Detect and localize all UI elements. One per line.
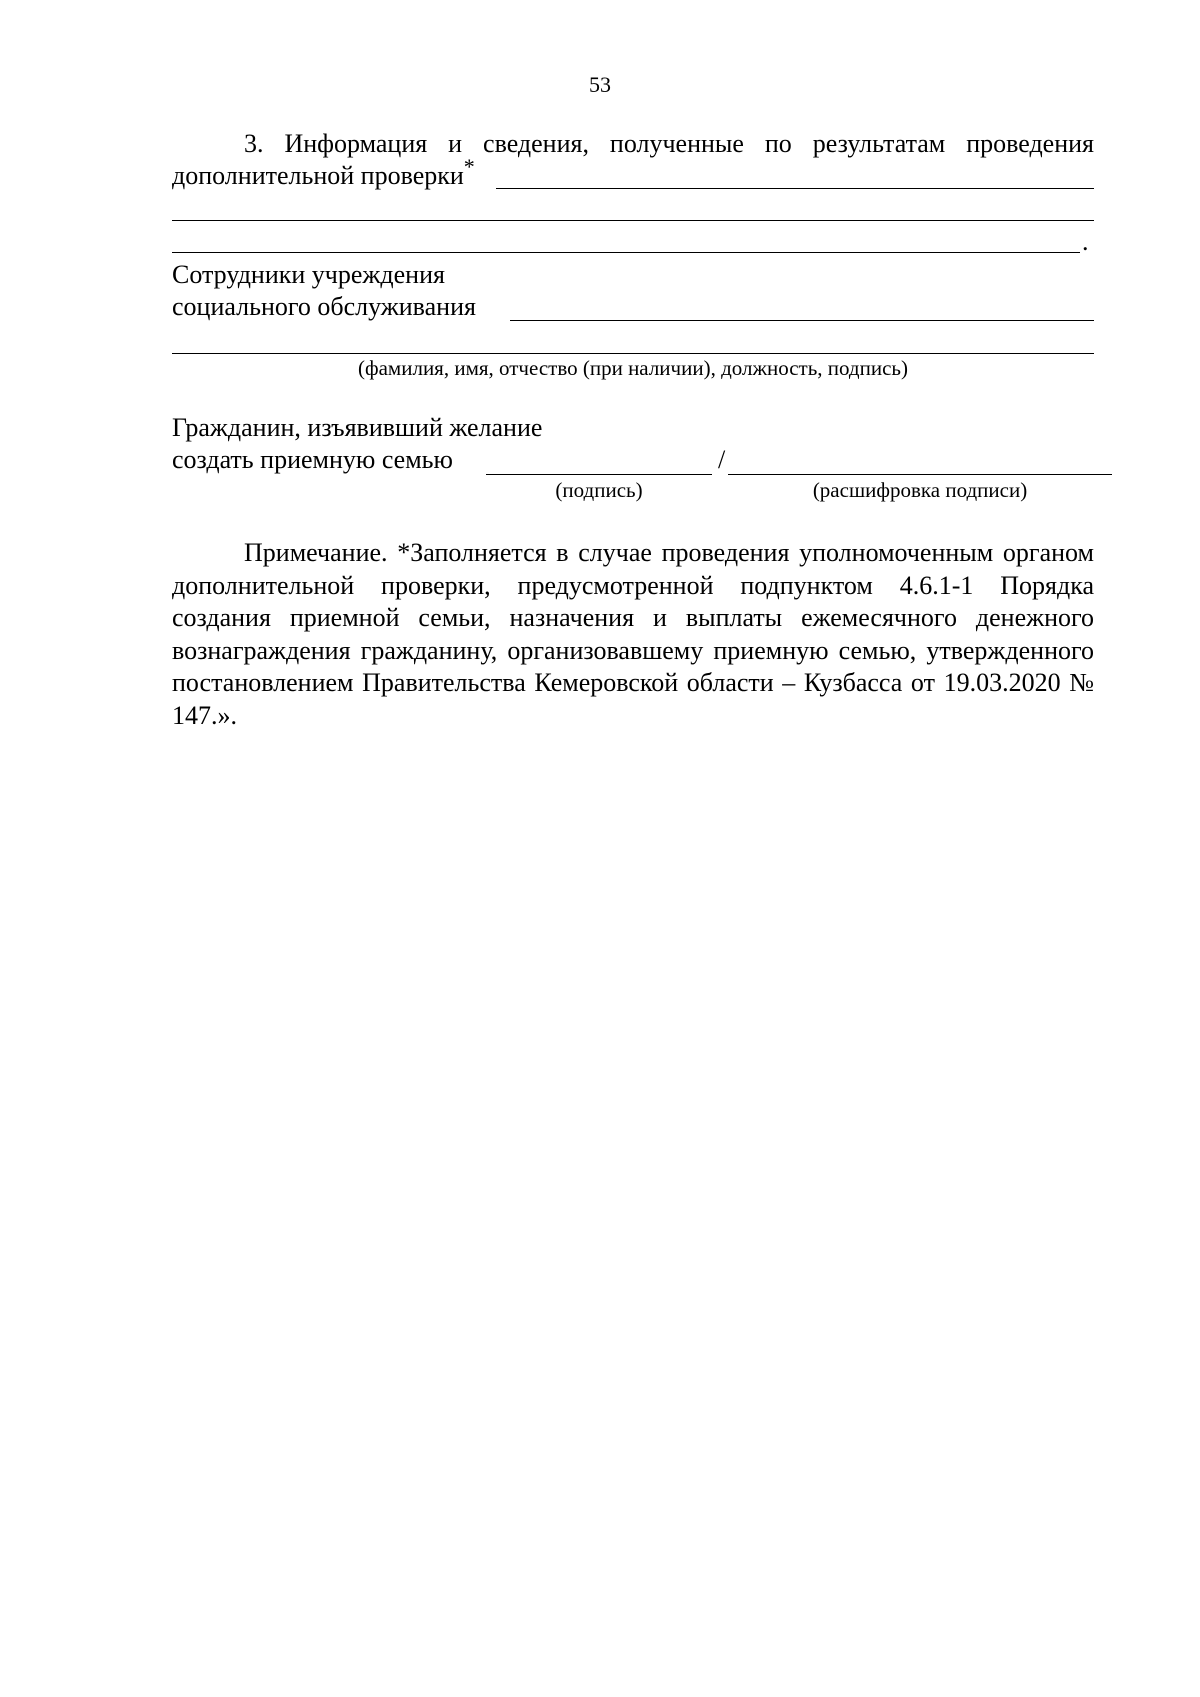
staff-label-line2: социального обслуживания xyxy=(172,292,476,321)
section3-word: полученные xyxy=(609,129,744,158)
section3-word: сведения, xyxy=(483,129,589,158)
section3-word: и xyxy=(448,129,463,158)
footnote-asterisk: * xyxy=(463,154,475,179)
citizen-caption-signature: (подпись) xyxy=(555,478,643,502)
staff-label-line1: Сотрудники учреждения xyxy=(172,260,445,289)
section3-word: результатам xyxy=(812,129,946,158)
section3-fill-line-1[interactable] xyxy=(496,188,1094,189)
section3-fill-line-3[interactable] xyxy=(172,252,1080,253)
section3-line2 xyxy=(172,154,475,192)
staff-caption: (фамилия, имя, отчество (при наличии), должность, подпись) xyxy=(358,356,908,380)
section3-end-period: . xyxy=(1082,227,1089,256)
staff-fill-line-1[interactable] xyxy=(510,320,1094,321)
citizen-decoding-line[interactable] xyxy=(728,474,1112,475)
section3-word: 3. xyxy=(244,129,264,158)
page-number: 53 xyxy=(589,72,611,97)
citizen-label-line2: создать приемную семью xyxy=(172,445,453,474)
section3-word: Информация xyxy=(284,129,428,158)
citizen-slash: / xyxy=(718,445,726,474)
section3-line2-text: дополнительной проверки xyxy=(172,161,464,190)
section3-fill-line-2[interactable] xyxy=(172,220,1094,221)
citizen-signature-line[interactable] xyxy=(486,474,712,475)
section3-line1-words xyxy=(244,128,1094,160)
staff-fill-line-2[interactable] xyxy=(172,353,1094,354)
citizen-label-line1: Гражданин, изъявивший желание xyxy=(172,413,543,442)
citizen-caption-decoding: (расшифровка подписи) xyxy=(812,478,1028,502)
note-text: Примечание. *Заполняется в случае проведения уполномоченным органом дополнительной проверки, предусмотренной подпунктом 4.6.1-1 Порядка создания приемной семьи, назначения и выплаты ежемесячного денежного вознаграждения гражданину, организовавшему приемную семью, утвержденного постановлением Правительства Кемеровской области – Кузбасса от 19.03.2020 № 147.». xyxy=(172,538,1094,730)
section3-word: проведения xyxy=(966,129,1094,158)
section3-line1 xyxy=(244,128,1094,160)
note-paragraph xyxy=(172,537,1094,732)
section3-word: по xyxy=(764,129,792,158)
